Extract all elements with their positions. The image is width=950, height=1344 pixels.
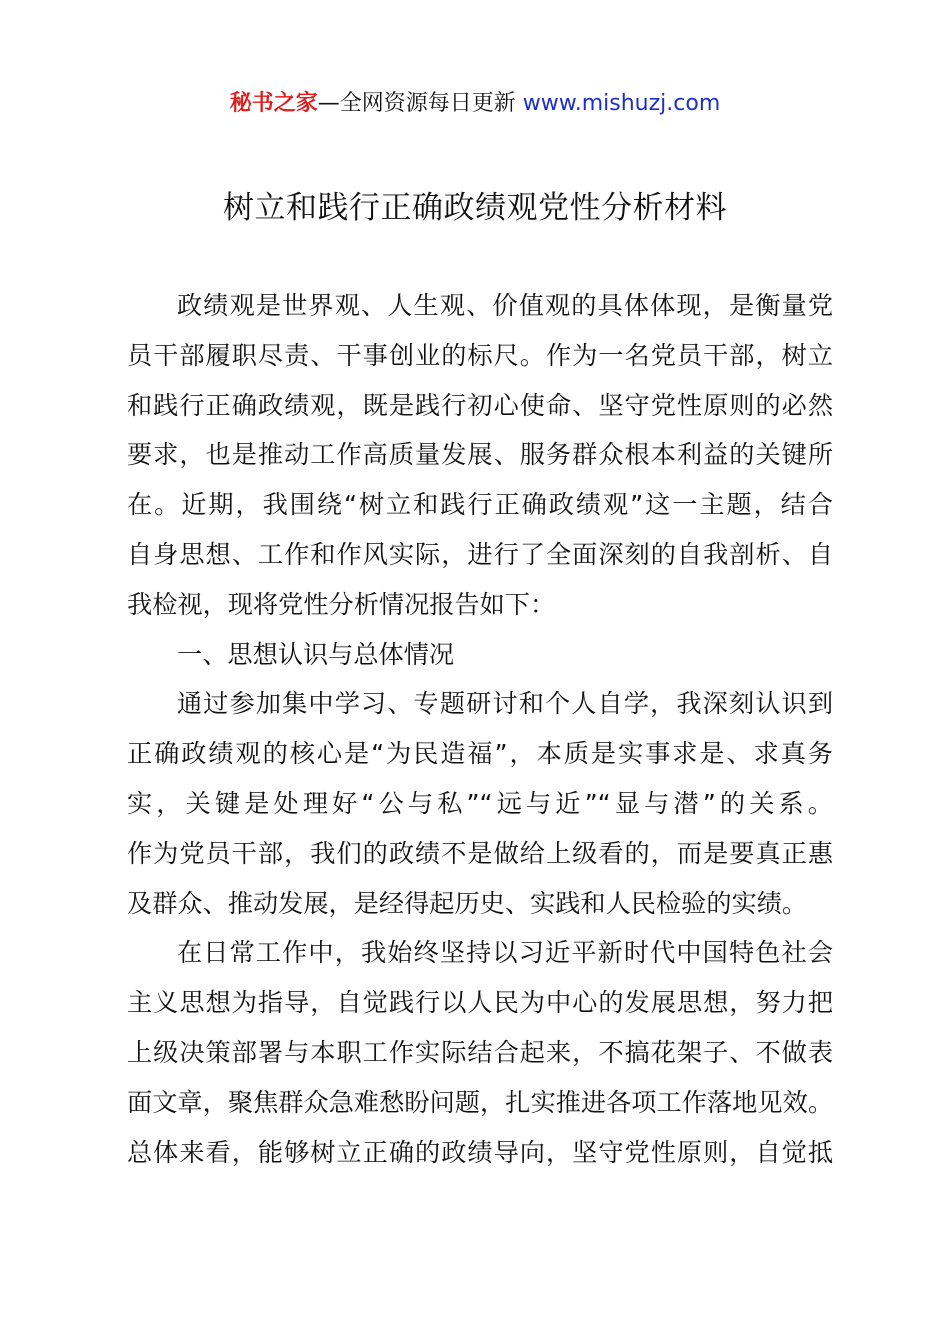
document-title: 树立和践行正确政绩观党性分析材料	[223, 190, 727, 226]
paragraph-3-line-5: 总体来看，能够树立正确的政绩导向，坚守党性原则，自觉抵	[127, 1137, 833, 1167]
paragraph-1-line-3: 和践行正确政绩观，既是践行初心使命、坚守党性原则的必然	[127, 390, 833, 420]
paragraph-3-line-3: 上级决策部署与本职工作实际结合起来，不搞花架子、不做表	[127, 1037, 833, 1067]
paragraph-3-line-1: 在日常工作中，我始终坚持以习近平新时代中国特色社会	[177, 938, 833, 968]
brand-name: 秘书之家	[229, 91, 318, 116]
paragraph-1-line-2: 员干部履职尽责、干事创业的标尺。作为一名党员干部，树立	[127, 340, 833, 370]
paragraph-2-line-4: 作为党员干部，我们的政绩不是做给上级看的，而是要真正惠	[127, 838, 833, 868]
site-header	[0, 88, 950, 120]
paragraph-1-line-1: 政绩观是世界观、人生观、价值观的具体体现，是衡量党	[177, 291, 833, 320]
paragraph-1-line-4: 要求，也是推动工作高质量发展、服务群众根本利益的关键所	[127, 440, 833, 470]
paragraph-3-line-2: 主义思想为指导，自觉践行以人民为中心的发展思想，努力把	[127, 988, 833, 1018]
paragraph-1-line-5: 在。近期，我围绕“树立和践行正确政绩观”这一主题，结合	[127, 490, 833, 520]
paragraph-2-line-2: 正确政绩观的核心是“为民造福”，本质是实事求是、求真务	[127, 739, 833, 769]
document-body	[127, 281, 833, 1177]
section-heading-1: 一、思想认识与总体情况	[177, 639, 455, 669]
paragraph-2-line-1: 通过参加集中学习、专题研讨和个人自学，我深刻认识到	[177, 689, 833, 719]
paragraph-1-line-6: 自身思想、工作和作风实际，进行了全面深刻的自我剖析、自	[127, 539, 833, 569]
paragraph-2-line-3: 实，关键是处理好“公与私”“远与近”“显与潜”的关系。	[127, 788, 833, 818]
site-url-link[interactable]: www.mishuzj.com	[522, 91, 721, 116]
paragraph-3-line-4: 面文章，聚焦群众急难愁盼问题，扎实推进各项工作落地见效。	[127, 1087, 833, 1117]
paragraph-1-line-7: 我检视，现将党性分析情况报告如下：	[127, 589, 556, 619]
paragraph-2-line-5: 及群众、推动发展，是经得起历史、实践和人民检验的实绩。	[127, 888, 808, 918]
header-tagline: —全网资源每日更新	[317, 91, 516, 116]
